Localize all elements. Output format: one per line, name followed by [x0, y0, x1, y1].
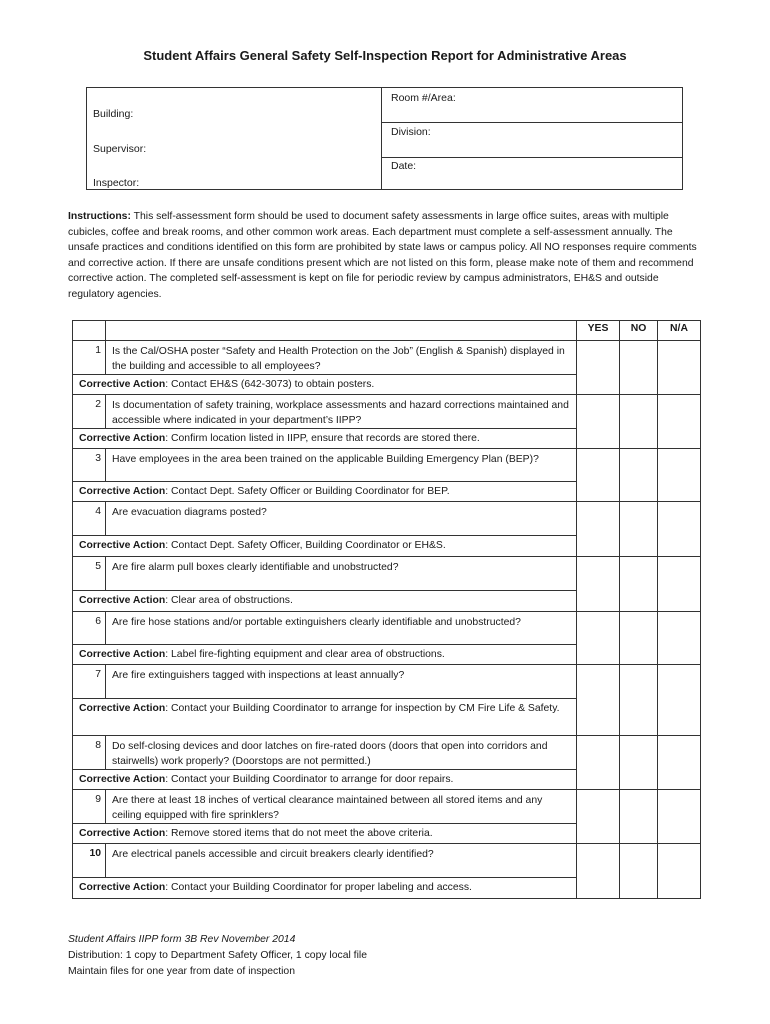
no-checkbox-cell[interactable] — [620, 736, 658, 790]
na-checkbox-cell[interactable] — [658, 736, 701, 790]
checklist-table — [72, 320, 701, 899]
corrective-action-detail: : Contact your Building Coordinator to arrange for inspection by CM Fire Life & Safety. — [165, 703, 560, 714]
na-checkbox-cell[interactable] — [658, 665, 701, 736]
corrective-action-text — [73, 536, 577, 557]
corrective-action-label: Corrective Action — [79, 540, 166, 551]
na-checkbox-cell[interactable] — [658, 790, 701, 844]
no-checkbox-cell[interactable] — [620, 557, 658, 612]
item-number: 10 — [73, 844, 106, 878]
na-checkbox-cell[interactable] — [658, 557, 701, 612]
yes-checkbox-cell[interactable] — [577, 502, 620, 557]
corrective-action-label: Corrective Action — [79, 649, 166, 660]
division-field[interactable]: Division: — [391, 126, 431, 138]
yes-checkbox-cell[interactable] — [577, 665, 620, 736]
no-checkbox-cell[interactable] — [620, 612, 658, 665]
header-cell — [73, 321, 106, 341]
na-checkbox-cell[interactable] — [658, 449, 701, 502]
header-divider — [381, 88, 382, 189]
corrective-action-detail: : Clear area of obstructions. — [165, 595, 293, 606]
question-row — [73, 612, 701, 645]
corrective-action-label: Corrective Action — [79, 828, 166, 839]
corrective-action-label: Corrective Action — [79, 703, 166, 714]
item-number: 5 — [73, 557, 106, 591]
corrective-action-text — [73, 482, 577, 502]
question-text: Are electrical panels accessible and circuit breakers clearly identified? — [106, 844, 577, 878]
question-text: Are fire alarm pull boxes clearly identifiable and unobstructed? — [106, 557, 577, 591]
question-text: Do self-closing devices and door latches on fire-rated doors (doors that open into corridors and stairwells) work properly? (Doorstops are not permitted.) — [106, 736, 577, 770]
distribution-note: Distribution: 1 copy to Department Safety Officer, 1 copy local file — [68, 950, 367, 961]
supervisor-field[interactable]: Supervisor: — [93, 143, 147, 155]
corrective-action-label: Corrective Action — [79, 433, 166, 444]
corrective-action-text — [73, 375, 577, 395]
yes-checkbox-cell[interactable] — [577, 449, 620, 502]
header-divider — [381, 157, 683, 158]
building-field[interactable]: Building: — [93, 108, 134, 120]
question-text: Are fire extinguishers tagged with inspections at least annually? — [106, 665, 577, 699]
corrective-action-text — [73, 824, 577, 844]
form-id: Student Affairs IIPP form 3B Rev November 2014 — [68, 934, 296, 945]
na-checkbox-cell[interactable] — [658, 844, 701, 899]
no-checkbox-cell[interactable] — [620, 665, 658, 736]
corrective-action-text — [73, 878, 577, 899]
header-fields-box — [86, 87, 683, 190]
no-checkbox-cell[interactable] — [620, 449, 658, 502]
page-title: Student Affairs General Safety Self-Inspection Report for Administrative Areas — [143, 48, 627, 63]
corrective-action-text — [73, 429, 577, 449]
item-number: 3 — [73, 449, 106, 482]
question-text: Are evacuation diagrams posted? — [106, 502, 577, 536]
no-checkbox-cell[interactable] — [620, 844, 658, 899]
no-checkbox-cell[interactable] — [620, 341, 658, 395]
item-number: 2 — [73, 395, 106, 429]
na-checkbox-cell[interactable] — [658, 612, 701, 665]
question-text: Is the Cal/OSHA poster “Safety and Health Protection on the Job” (English & Spanish) displayed in the building and accessible to all employees? — [106, 341, 577, 375]
instructions — [68, 209, 704, 303]
corrective-action-text — [73, 770, 577, 790]
no-checkbox-cell[interactable] — [620, 790, 658, 844]
date-field[interactable]: Date: — [391, 160, 417, 172]
question-text: Have employees in the area been trained on the applicable Building Emergency Plan (BEP)? — [106, 449, 577, 482]
question-text: Are there at least 18 inches of vertical clearance maintained between all stored items and any ceiling equipped with fire sprinklers? — [106, 790, 577, 824]
corrective-action-detail: : Contact your Building Coordinator for proper labeling and access. — [165, 882, 472, 893]
corrective-action-text — [73, 591, 577, 612]
yes-checkbox-cell[interactable] — [577, 736, 620, 790]
na-checkbox-cell[interactable] — [658, 395, 701, 449]
item-number: 8 — [73, 736, 106, 770]
corrective-action-label: Corrective Action — [79, 774, 166, 785]
yes-checkbox-cell[interactable] — [577, 844, 620, 899]
yes-column-header: YES — [577, 321, 620, 341]
no-column-header: NO — [620, 321, 658, 341]
question-row — [73, 341, 701, 375]
corrective-action-text — [73, 645, 577, 665]
no-checkbox-cell[interactable] — [620, 502, 658, 557]
item-number: 9 — [73, 790, 106, 824]
retention-note: Maintain files for one year from date of inspection — [68, 966, 295, 977]
corrective-action-label: Corrective Action — [79, 379, 166, 390]
corrective-action-detail: : Remove stored items that do not meet the above criteria. — [165, 828, 433, 839]
question-row — [73, 449, 701, 482]
corrective-action-detail: : Contact Dept. Safety Officer, Building Coordinator or EH&S. — [165, 540, 446, 551]
no-checkbox-cell[interactable] — [620, 395, 658, 449]
item-number: 1 — [73, 341, 106, 375]
corrective-action-detail: : Contact your Building Coordinator to arrange for door repairs. — [165, 774, 454, 785]
question-row — [73, 665, 701, 699]
corrective-action-label: Corrective Action — [79, 595, 166, 606]
instructions-label: Instructions: — [68, 211, 131, 222]
na-checkbox-cell[interactable] — [658, 341, 701, 395]
corrective-action-detail: : Confirm location listed in IIPP, ensure that records are stored there. — [165, 433, 480, 444]
question-text: Are fire hose stations and/or portable extinguishers clearly identifiable and unobstructed? — [106, 612, 577, 645]
item-number: 6 — [73, 612, 106, 645]
question-row — [73, 844, 701, 878]
corrective-action-detail: : Contact Dept. Safety Officer or Building Coordinator for BEP. — [165, 486, 450, 497]
yes-checkbox-cell[interactable] — [577, 790, 620, 844]
question-row — [73, 557, 701, 591]
inspector-field[interactable]: Inspector: — [93, 177, 140, 189]
table-header-row — [73, 321, 701, 341]
yes-checkbox-cell[interactable] — [577, 612, 620, 665]
corrective-action-detail: : Contact EH&S (642-3073) to obtain posters. — [165, 379, 375, 390]
item-number: 7 — [73, 665, 106, 699]
corrective-action-label: Corrective Action — [79, 486, 166, 497]
header-cell — [106, 321, 577, 341]
yes-checkbox-cell[interactable] — [577, 341, 620, 395]
question-row — [73, 790, 701, 824]
item-number: 4 — [73, 502, 106, 536]
corrective-action-label: Corrective Action — [79, 882, 166, 893]
na-checkbox-cell[interactable] — [658, 502, 701, 557]
corrective-action-detail: : Label fire-fighting equipment and clear area of obstructions. — [165, 649, 445, 660]
question-row — [73, 502, 701, 536]
question-text: Is documentation of safety training, workplace assessments and hazard corrections maintained and accessible where indicated in your department’s IIPP? — [106, 395, 577, 429]
question-row — [73, 736, 701, 770]
na-column-header: N/A — [658, 321, 701, 341]
header-divider — [381, 122, 683, 123]
footer — [68, 932, 367, 980]
corrective-action-text — [73, 699, 577, 736]
yes-checkbox-cell[interactable] — [577, 557, 620, 612]
room-area-field[interactable]: Room #/Area: — [391, 92, 456, 104]
instructions-text: This self-assessment form should be used to document safety assessments in large office suites, areas with multiple cubicles, coffee and break rooms, and other common work areas. Each department must complete a self-assessment annually. The unsafe practices and conditions identified on this form are prohibited by state laws or campus policy. All NO responses require comments and corrective action. If there are unsafe conditions present which are not listed on this form, please make note of them and recommend corrective action. The completed self-assessment is kept on file for periodic review by campus administrators, EH&S and outside regulatory agencies. — [68, 211, 697, 300]
question-row — [73, 395, 701, 429]
yes-checkbox-cell[interactable] — [577, 395, 620, 449]
